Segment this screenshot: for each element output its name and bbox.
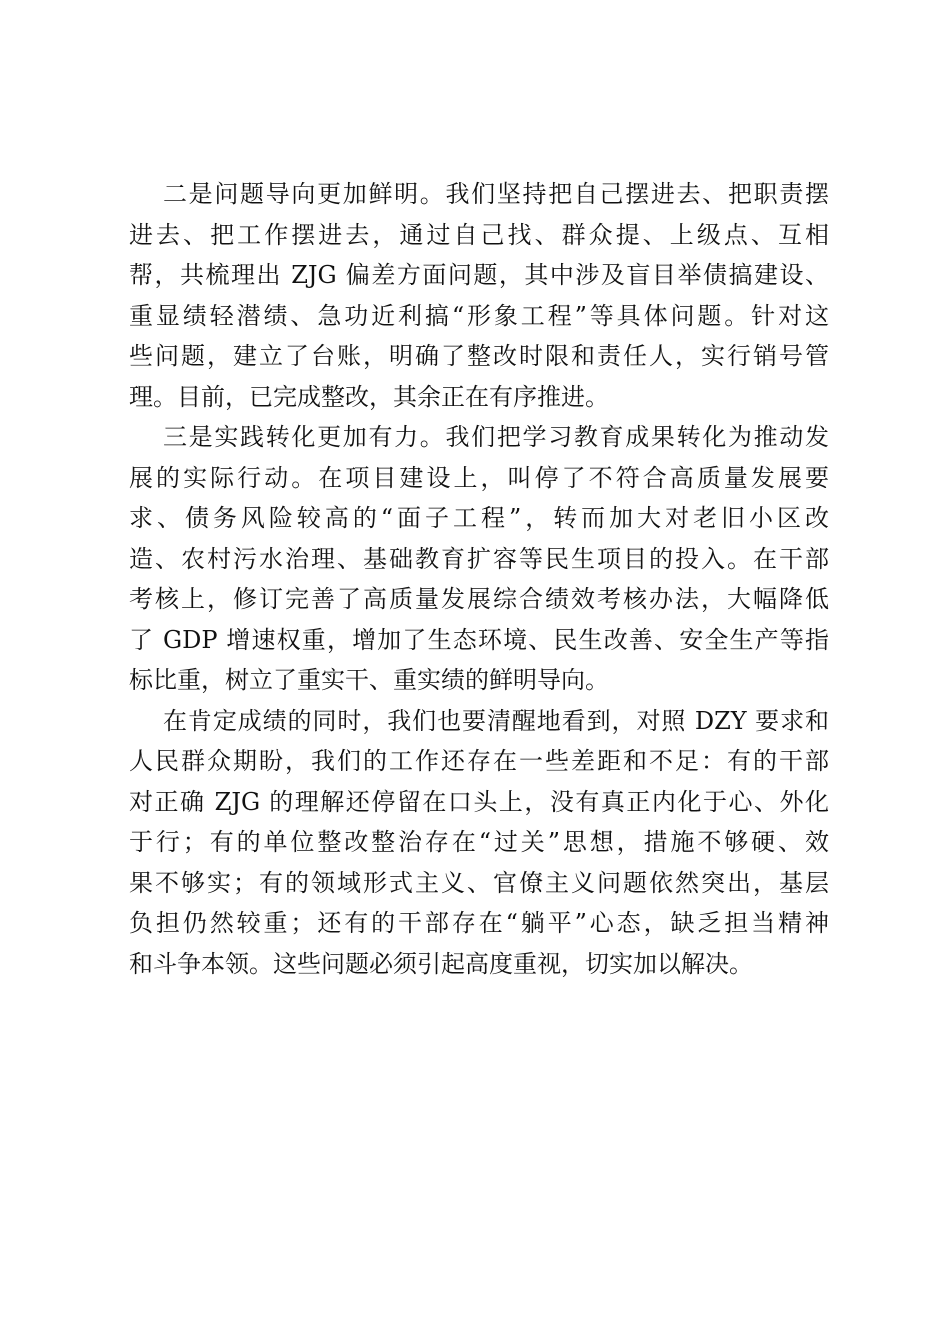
- paragraph-3-line-5: 果不够实；有的领域形式主义、官僚主义问题依然突出，基层: [129, 868, 829, 897]
- paragraph-1-line-4: 重显绩轻潜绩、急功近利搞“形象工程”等具体问题。针对这: [129, 301, 829, 330]
- paragraph-2-line-2: 展的实际行动。在项目建设上，叫停了不符合高质量发展要: [129, 463, 829, 492]
- paragraph-2-line-7: 标比重，树立了重实干、重实绩的鲜明导向。: [129, 666, 609, 694]
- paragraph-1-line-6: 理。目前，已完成整改，其余正在有序推进。: [129, 382, 609, 411]
- paragraph-1-line-5: 些问题，建立了台账，明确了整改时限和责任人，实行销号管: [129, 342, 829, 370]
- paragraph-2-line-5: 考核上，修订完善了高质量发展综合绩效考核办法，大幅降低: [129, 585, 829, 613]
- paragraph-2-line-4: 造、农村污水治理、基础教育扩容等民生项目的投入。在干部: [129, 544, 829, 573]
- paragraph-2-line-3: 求、债务风险较高的“面子工程”，转而加大对老旧小区改: [129, 504, 829, 532]
- paragraph-3-line-1: 在肯定成绩的同时，我们也要清醒地看到，对照 DZY 要求和: [163, 706, 829, 735]
- paragraph-3-line-7: 和斗争本领。这些问题必须引起高度重视，切实加以解决。: [129, 949, 753, 978]
- paragraph-3-line-4: 于行；有的单位整改整治存在“过关”思想，措施不够硬、效: [129, 828, 829, 856]
- paragraph-2-line-6: 了 GDP 增速权重，增加了生态环境、民生改善、安全生产等指: [129, 625, 829, 654]
- paragraph-2-line-1: 三是实践转化更加有力。我们把学习教育成果转化为推动发: [163, 423, 829, 451]
- paragraph-1-line-2: 进去、把工作摆进去，通过自己找、群众提、上级点、互相: [129, 220, 829, 249]
- paragraph-3-line-6: 负担仍然较重；还有的干部存在“躺平”心态，缺乏担当精神: [129, 909, 829, 937]
- paragraph-1-line-1: 二是问题导向更加鲜明。我们坚持把自己摆进去、把职责摆: [163, 180, 829, 208]
- document-body: [129, 174, 829, 984]
- paragraph-3-line-3: 对正确 ZJG 的理解还停留在口头上，没有真正内化于心、外化: [129, 787, 829, 816]
- paragraph-3-line-2: 人民群众期盼，我们的工作还存在一些差距和不足：有的干部: [129, 747, 829, 775]
- paragraph-1-line-3: 帮，共梳理出 ZJG 偏差方面问题，其中涉及盲目举债搞建设、: [129, 261, 829, 289]
